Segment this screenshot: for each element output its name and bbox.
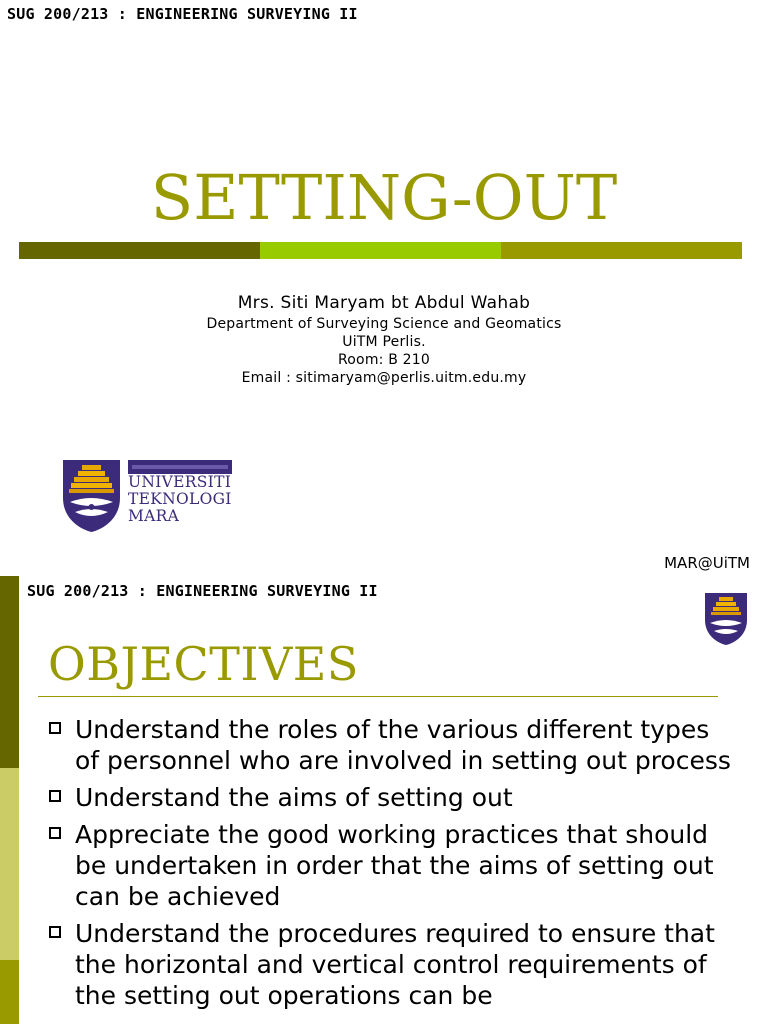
footer-label: MAR@UiTM <box>664 554 750 572</box>
bullet-text: Appreciate the good working practices that should be undertaken in order that the aims of setting out can be achieved <box>75 820 714 911</box>
bullet-text: Understand the procedures required to ensure that the horizontal and vertical control requirements of the setting out operations can be <box>75 919 715 1010</box>
objectives-list <box>48 714 738 1017</box>
list-item <box>48 782 738 813</box>
author-name: Mrs. Siti Maryam bt Abdul Wahab <box>237 293 531 313</box>
hollow-square-bullet-icon <box>49 722 61 734</box>
slide-title: OBJECTIVES <box>48 637 359 691</box>
side-color-bar <box>0 576 19 1024</box>
title-bar-segment-olive <box>501 242 742 259</box>
course-title: SUG 200/213 : ENGINEERING SURVEYING II <box>7 5 358 23</box>
title-divider <box>38 696 718 697</box>
author-department: Department of Surveying Science and Geomatics <box>206 316 562 332</box>
title-bar-segment-light <box>260 242 501 259</box>
title-bar-segment-dark <box>19 242 260 259</box>
list-item <box>48 918 738 1011</box>
logo-line-universiti: UNIVERSITI <box>128 473 232 491</box>
objectives-slide <box>0 576 768 1024</box>
bullet-text: Understand the roles of the various different types of personnel who are involved in setting out process <box>75 715 731 775</box>
side-bar-segment-olive <box>0 960 19 1024</box>
bullet-text: Understand the aims of setting out <box>75 783 513 812</box>
author-campus: UiTM Perlis. <box>342 334 426 350</box>
title-color-bar <box>19 242 742 259</box>
list-item <box>48 714 738 776</box>
slide-title: SETTING-OUT <box>150 161 618 234</box>
author-room: Room: B 210 <box>337 352 430 368</box>
hollow-square-bullet-icon <box>49 827 61 839</box>
author-block <box>0 291 768 387</box>
hollow-square-bullet-icon <box>49 790 61 802</box>
side-bar-segment-dark <box>0 576 19 768</box>
logo-line-mara: MARA <box>128 507 180 525</box>
side-bar-segment-light <box>0 768 19 960</box>
course-title: SUG 200/213 : ENGINEERING SURVEYING II <box>27 582 378 600</box>
uitm-crest-icon <box>703 590 749 646</box>
author-email: Email : sitimaryam@perlis.uitm.edu.my <box>241 370 527 386</box>
university-logo <box>60 456 240 534</box>
hollow-square-bullet-icon <box>49 926 61 938</box>
list-item <box>48 819 738 912</box>
logo-line-teknologi: TEKNOLOGI <box>128 490 232 508</box>
logo-text <box>128 474 232 525</box>
